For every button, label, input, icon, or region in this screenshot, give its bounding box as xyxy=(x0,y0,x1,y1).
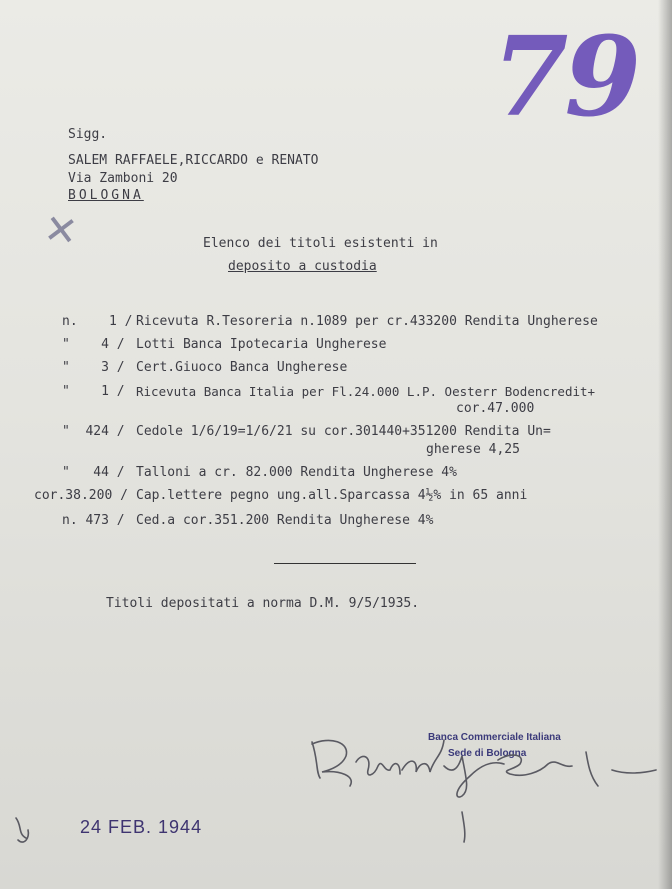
item-desc: Cert.Giuoco Banca Ungherese xyxy=(136,360,348,375)
recipient-name: SALEM RAFFAELE,RICCARDO e RENATO xyxy=(68,153,319,168)
date-stamp: 24 FEB. 1944 xyxy=(80,817,203,837)
title-line-1: Elenco dei titoli esistenti in xyxy=(203,236,438,251)
archive-number-stamp: 79 xyxy=(492,12,638,141)
item-qty: " 4 / xyxy=(62,337,125,352)
item-desc: Cedole 1/6/19=1/6/21 su cor.301440+351200 Rendita Un= xyxy=(136,424,551,439)
salutation: Sigg. xyxy=(68,127,108,142)
x-mark-icon: ✕ xyxy=(40,205,81,257)
item-desc: Talloni a cr. 82.000 Rendita Ungherese 4% xyxy=(136,465,457,480)
item-desc: Ced.a cor.351.200 Rendita Ungherese 4% xyxy=(136,513,434,528)
item-qty: " 1 / xyxy=(62,384,125,399)
item-qty: " 3 / xyxy=(62,360,125,375)
bank-stamp-name: Banca Commerciale Italiana xyxy=(428,732,561,743)
item-desc-cont: cor.47.000 xyxy=(456,401,535,416)
footer-note: Titoli depositati a norma D.M. 9/5/1935. xyxy=(106,596,420,611)
item-qty: " 44 / xyxy=(62,465,125,480)
item-qty: n. 1 / xyxy=(62,314,133,329)
recipient-address: Via Zamboni 20 xyxy=(68,171,178,186)
item-desc: Cap.lettere pegno ung.all.Sparcassa 4½% in 65 anni xyxy=(136,488,528,503)
title-line-2: deposito a custodia xyxy=(228,259,377,274)
item-qty: " 424 / xyxy=(62,424,125,439)
item-qty: n. 473 / xyxy=(62,513,125,528)
item-qty: cor.38.200 / xyxy=(34,488,128,503)
item-desc-cont: gherese 4,25 xyxy=(426,442,520,457)
item-desc: Ricevuta Banca Italia per Fl.24.000 L.P. Oesterr Bodencredit+ xyxy=(136,384,596,399)
recipient-city: BOLOGNA xyxy=(68,188,144,203)
item-desc: Ricevuta R.Tesoreria n.1089 per cr.433200 Rendita Ungherese xyxy=(136,314,598,329)
bank-stamp-branch: Sede di Bologna xyxy=(448,748,527,759)
item-desc: Lotti Banca Ipotecaria Ungherese xyxy=(136,337,387,352)
